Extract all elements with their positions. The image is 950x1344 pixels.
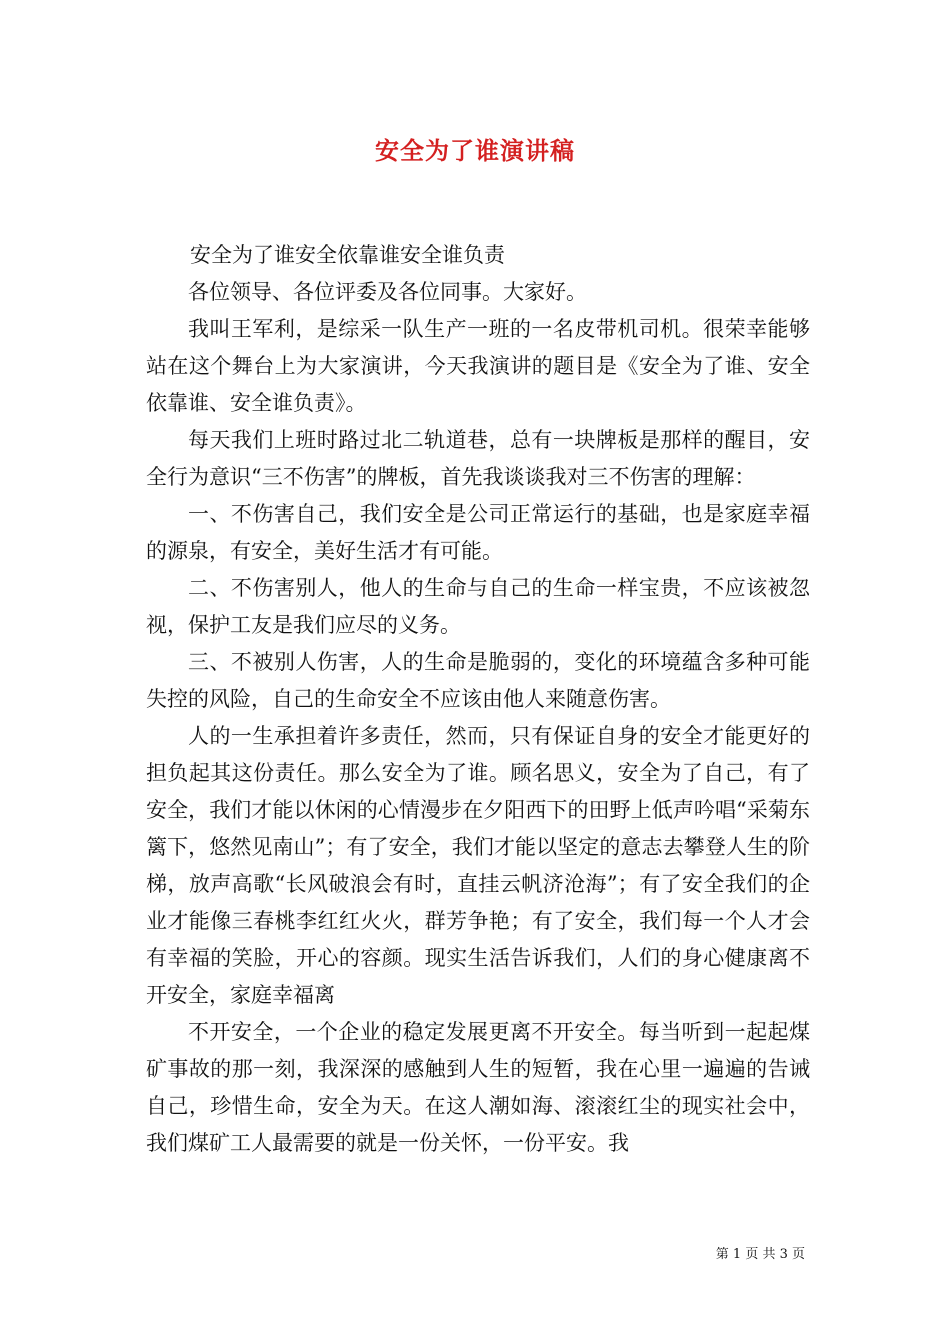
subtitle-paragraph: 安全为了谁安全依靠谁安全谁负责 bbox=[190, 243, 505, 267]
continuation-paragraph: 不开安全，一个企业的稳定发展更离不开安全。每当听到一起起煤矿事故的那一刻，我深深的感触到人生的短暂，我在心里一遍遍的告诫自己，珍惜生命，安全为天。在这人潮如海、滚滚红尘的现实社会中，我们煤矿工人最需要的就是一份关怀，一份平安。我 bbox=[146, 1020, 810, 1155]
document-title: 安全为了谁演讲稿 bbox=[375, 136, 575, 165]
responsibility-paragraph: 人的一生承担着许多责任，然而，只有保证自身的安全才能更好的担负起其这份责任。那么安全为了谁。顾名思义，安全为了自己，有了安全，我们才能以休闲的心情漫步在夕阳西下的田野上低声吟唱“采菊东篱下，悠然见南山”；有了安全，我们才能以坚定的意志去攀登人生的阶梯，放声高歌“长风破浪会有时，直挂云帆济沧海”；有了安全我们的企业才能像三春桃李红红火火，群芳争艳；有了安全，我们每一个人才会有幸福的笑脸，开心的容颜。现实生活告诉我们，人们的身心健康离不开安全，家庭幸福离 bbox=[146, 724, 810, 1007]
intro-paragraph: 我叫王军利，是综采一队生产一班的一名皮带机司机。很荣幸能够站在这个舞台上为大家演讲，今天我演讲的题目是《安全为了谁、安全依靠谁、安全谁负责》。 bbox=[146, 317, 810, 415]
page-number: 第 1 页 共 3 页 bbox=[715, 1247, 805, 1262]
point-one-paragraph: 一、不伤害自己，我们安全是公司正常运行的基础，也是家庭幸福的源泉，有安全，美好生活才有可能。 bbox=[146, 502, 810, 563]
point-two-paragraph: 二、不伤害别人，他人的生命与自己的生命一样宝贵，不应该被忽视，保护工友是我们应尽的义务。 bbox=[146, 576, 810, 637]
document-body bbox=[146, 237, 810, 1162]
greeting-paragraph: 各位领导、各位评委及各位同事。大家好。 bbox=[188, 280, 587, 304]
point-three-paragraph: 三、不被别人伤害，人的生命是脆弱的，变化的环境蕴含多种可能失控的风险，自己的生命安全不应该由他人来随意伤害。 bbox=[146, 650, 810, 711]
sign-paragraph: 每天我们上班时路过北二轨道巷，总有一块牌板是那样的醒目，安全行为意识“三不伤害”的牌板，首先我谈谈我对三不伤害的理解： bbox=[146, 428, 810, 489]
